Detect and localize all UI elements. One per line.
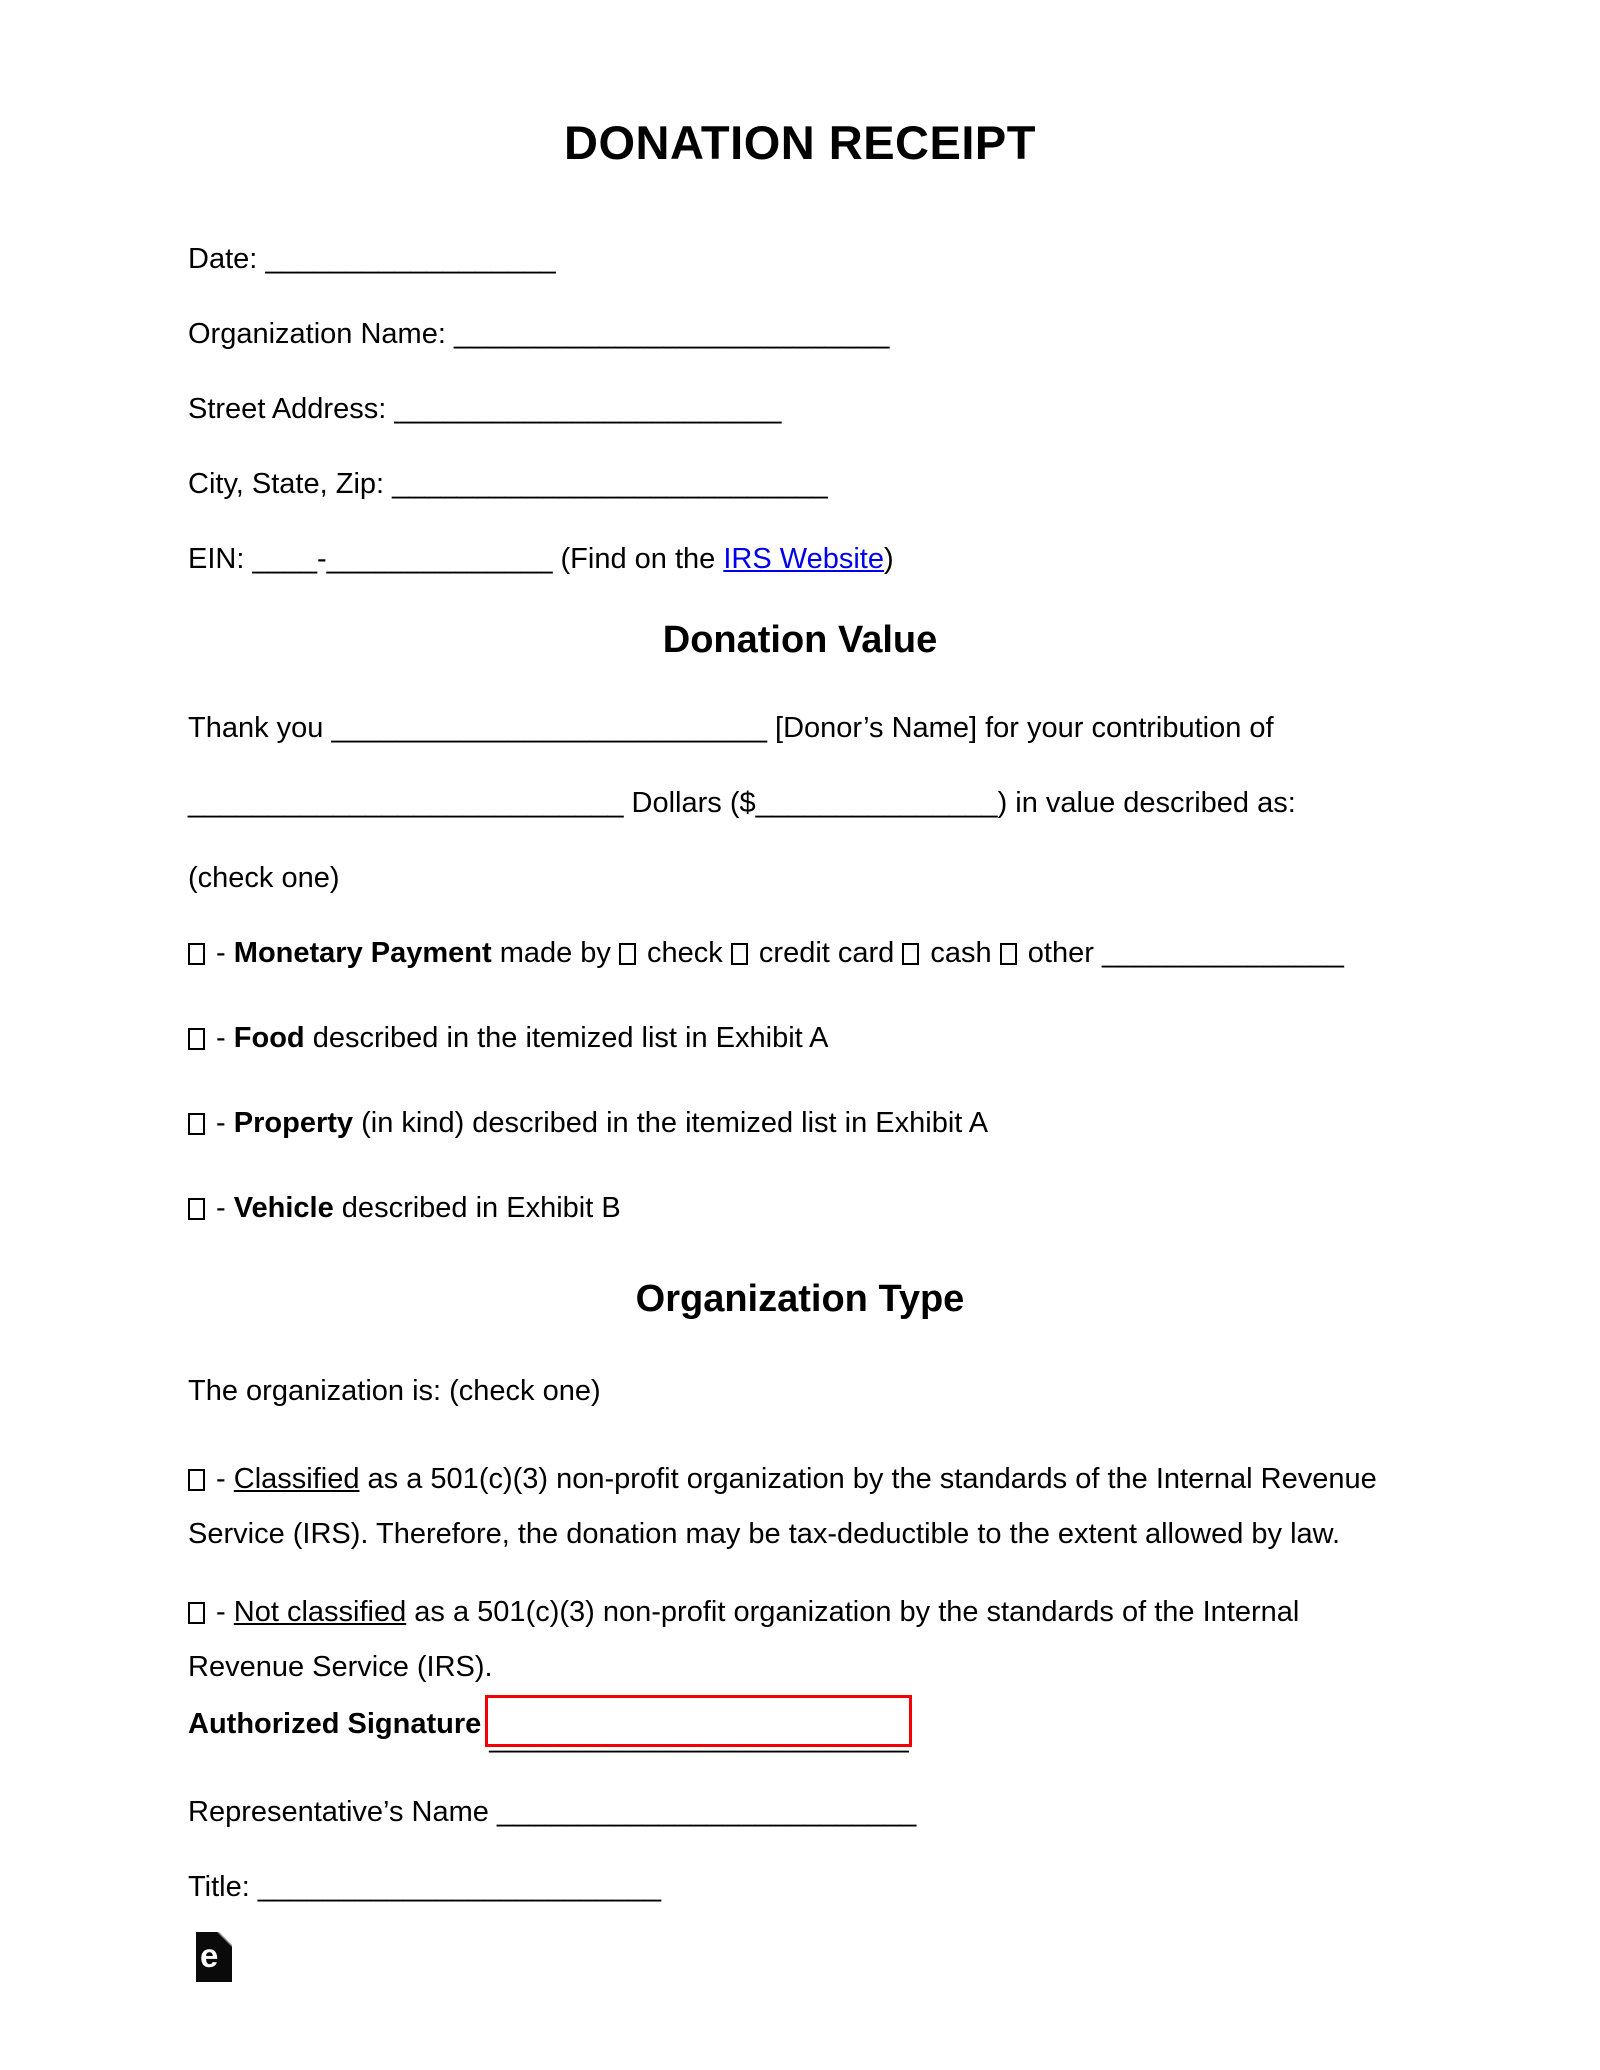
field-ein <box>188 542 1412 576</box>
option-dash: - <box>208 1192 234 1224</box>
checkbox-credit-card[interactable] <box>731 943 748 965</box>
signature-box[interactable] <box>485 1695 912 1754</box>
eforms-logo-letter: e <box>200 1937 219 1974</box>
street-address-label: Street Address: <box>188 393 395 425</box>
option-monetary-payment <box>188 936 1412 970</box>
checkbox-not-classified[interactable] <box>188 1602 205 1624</box>
amount-words-blank[interactable]: ___________________________ <box>188 787 624 819</box>
option-dash: - <box>208 937 234 969</box>
other-label: other <box>1019 937 1102 969</box>
page-fold-icon <box>219 1932 232 1945</box>
checkbox-check[interactable] <box>619 943 636 965</box>
organization-name-label: Organization Name: <box>188 318 454 350</box>
made-by-text: made by <box>491 937 619 969</box>
field-organization-name <box>188 317 1412 351</box>
option-food <box>188 1021 1412 1055</box>
ein-find-close: ) <box>883 543 894 575</box>
organization-type-heading: Organization Type <box>635 1278 965 1320</box>
classified-label: Classified <box>233 1463 360 1495</box>
check-one-note: (check one) <box>188 862 340 894</box>
donor-name-blank[interactable]: ___________________________ <box>331 712 767 744</box>
option-dash: - <box>208 1107 234 1139</box>
city-state-zip-label: City, State, Zip: <box>188 468 393 500</box>
option-classified <box>188 1452 1412 1562</box>
field-date <box>188 242 1412 276</box>
check-label: check <box>638 937 731 969</box>
option-dash: - <box>208 1463 234 1495</box>
field-city-state-zip <box>188 467 1412 501</box>
checkbox-monetary-payment[interactable] <box>188 943 205 965</box>
ein-blank-prefix[interactable]: ____ <box>252 543 317 575</box>
organization-type-intro: The organization is: (check one) <box>188 1375 601 1407</box>
thank-you-line <box>188 711 1412 745</box>
representative-name-row <box>188 1795 1412 1829</box>
option-not-classified <box>188 1585 1412 1695</box>
thank-you-pre: Thank you <box>188 712 332 744</box>
title-blank[interactable]: _________________________ <box>257 1871 662 1903</box>
organization-info-section <box>188 242 1412 576</box>
title-row <box>188 1870 1412 1904</box>
option-dash: - <box>208 1022 234 1054</box>
amount-number-blank[interactable]: _______________ <box>755 787 998 819</box>
ein-label: EIN: <box>188 543 253 575</box>
food-label: Food <box>233 1022 305 1054</box>
credit-card-label: credit card <box>750 937 903 969</box>
donation-value-heading: Donation Value <box>662 619 938 661</box>
option-dash: - <box>208 1596 234 1628</box>
vehicle-description: described in Exhibit B <box>333 1192 621 1224</box>
eforms-logo <box>196 1932 232 1982</box>
not-classified-label: Not classified <box>233 1596 407 1628</box>
title-label: Title: <box>188 1871 258 1903</box>
not-classified-description: as a 501(c)(3) non-profit organization by the standards of the Internal Revenue Service (IRS). <box>188 1596 1300 1683</box>
signature-blank[interactable]: __________________________ <box>489 1722 909 1754</box>
option-vehicle <box>188 1191 1412 1225</box>
ein-find-text: (Find on the <box>552 543 724 575</box>
ein-dash: - <box>316 543 327 575</box>
vehicle-label: Vehicle <box>233 1192 334 1224</box>
street-address-blank[interactable]: ________________________ <box>394 393 782 425</box>
representative-name-blank[interactable]: __________________________ <box>496 1796 917 1828</box>
document-title: DONATION RECEIPT <box>564 116 1036 169</box>
irs-website-link[interactable]: IRS Website <box>723 543 884 575</box>
option-property <box>188 1106 1412 1140</box>
other-blank[interactable]: _______________ <box>1101 937 1344 969</box>
checkbox-property[interactable] <box>188 1113 205 1135</box>
thank-you-post: [Donor’s Name] for your contribution of <box>766 712 1274 744</box>
checkbox-other[interactable] <box>1000 943 1017 965</box>
checkbox-food[interactable] <box>188 1028 205 1050</box>
property-label: Property <box>233 1107 354 1139</box>
field-street-address <box>188 392 1412 426</box>
checkbox-vehicle[interactable] <box>188 1198 205 1220</box>
ein-blank-suffix[interactable]: ______________ <box>326 543 553 575</box>
cash-label: cash <box>922 937 1000 969</box>
representative-name-label: Representative’s Name <box>188 1796 497 1828</box>
amount-post: ) in value described as: <box>997 787 1296 819</box>
authorized-signature-row <box>188 1695 1412 1754</box>
authorized-signature-label: Authorized Signature <box>188 1708 482 1740</box>
property-description: (in kind) described in the itemized list in Exhibit A <box>353 1107 989 1139</box>
checkbox-cash[interactable] <box>902 943 919 965</box>
amount-line <box>188 786 1412 820</box>
monetary-payment-label: Monetary Payment <box>233 937 492 969</box>
food-description: described in the itemized list in Exhibit A <box>304 1022 829 1054</box>
classified-description: as a 501(c)(3) non-profit organization by the standards of the Internal Revenue Service (IRS). Therefore, the donation may be tax-deductible to the extent allowed by law. <box>188 1463 1377 1550</box>
checkbox-classified[interactable] <box>188 1469 205 1491</box>
amount-dollars-label: Dollars ($ <box>623 787 756 819</box>
city-state-zip-blank[interactable]: ___________________________ <box>392 468 828 500</box>
organization-name-blank[interactable]: ___________________________ <box>453 318 890 350</box>
date-label: Date: <box>188 243 266 275</box>
date-blank[interactable]: __________________ <box>265 243 556 275</box>
